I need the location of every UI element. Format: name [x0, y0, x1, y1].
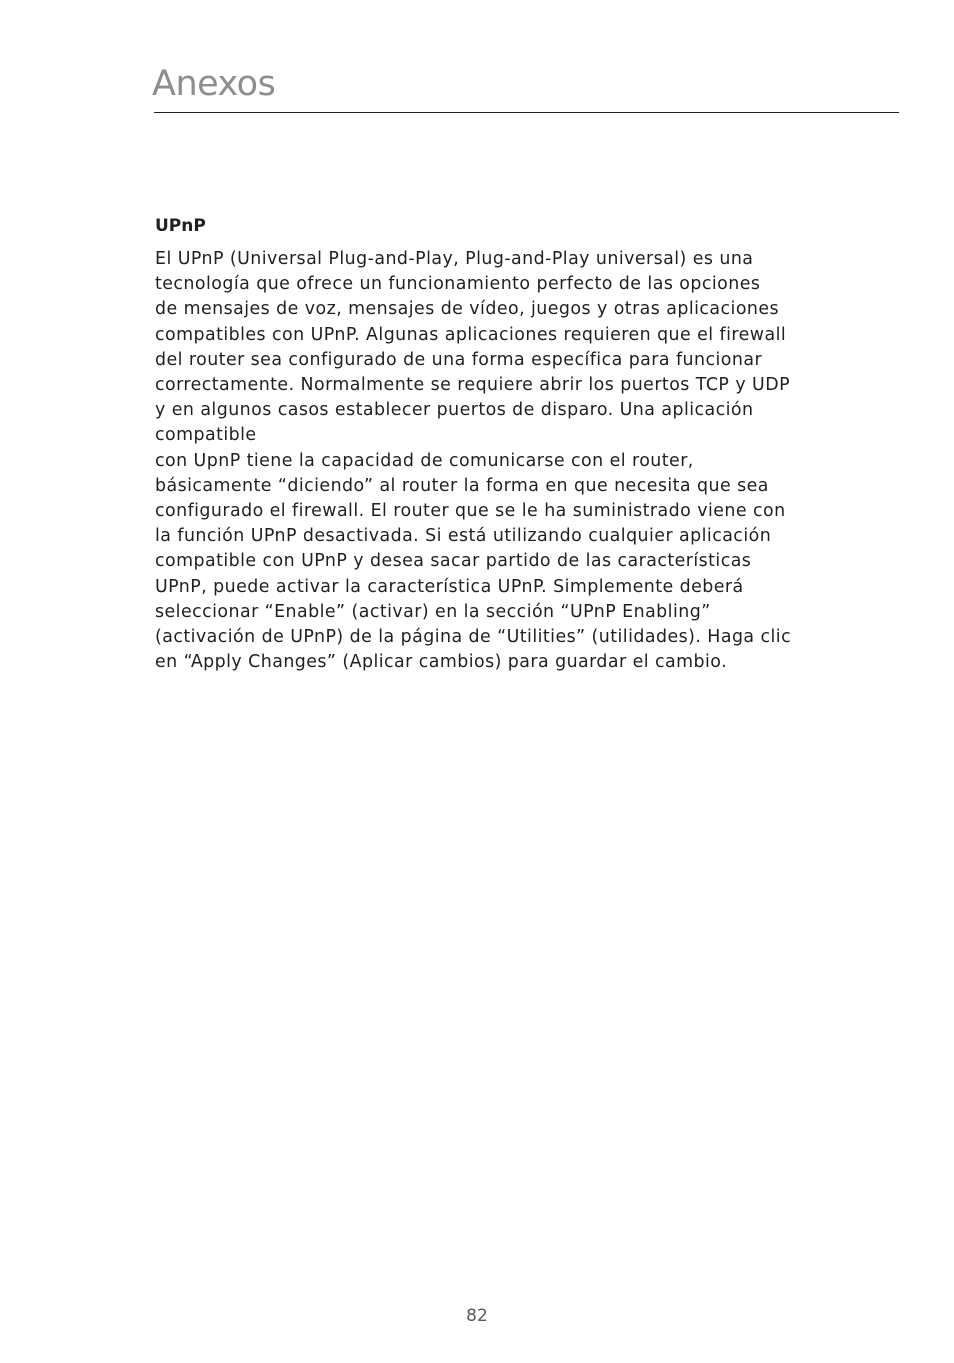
body-line: El UPnP (Universal Plug-and-Play, Plug-and-Play universal) es una [155, 249, 754, 269]
page-number: 82 [466, 1306, 488, 1326]
body-line: y en algunos casos establecer puertos de disparo. Una aplicación [155, 400, 754, 421]
section-body [155, 247, 875, 675]
body-line: del router sea configurado de una forma específica para funcionar [155, 349, 763, 370]
body-line: tecnología que ofrece un funcionamiento perfecto de las opciones [155, 274, 761, 295]
body-line: correctamente. Normalmente se requiere abrir los puertos TCP y UDP [155, 375, 791, 396]
body-line: con UpnP tiene la capacidad de comunicarse con el router, [155, 450, 694, 471]
body-line: seleccionar “Enable” (activar) en la sección “UPnP Enabling” [155, 601, 711, 622]
chapter-title: Anexos [152, 64, 276, 104]
body-line: configurado el firewall. El router que se le ha suministrado viene con [155, 501, 786, 522]
body-line: la función UPnP desactivada. Si está utilizando cualquier aplicación [155, 526, 772, 547]
body-line: compatible con UPnP y desea sacar partido de las características [155, 551, 752, 572]
section-heading: UPnP [155, 216, 206, 236]
body-line: UPnP, puede activar la característica UPnP. Simplemente deberá [155, 576, 744, 597]
header-divider [154, 112, 899, 113]
body-line: compatibles con UPnP. Algunas aplicaciones requieren que el firewall [155, 324, 787, 345]
body-line: (activación de UPnP) de la página de “Utilities” (utilidades). Haga clic [155, 627, 792, 648]
body-line: compatible [155, 425, 257, 446]
section-upnp [155, 214, 875, 675]
body-line: de mensajes de voz, mensajes de vídeo, juegos y otras aplicaciones [155, 299, 780, 320]
body-line: básicamente “diciendo” al router la forma en que necesita que sea [155, 475, 769, 496]
body-line: en “Apply Changes” (Aplicar cambios) para guardar el cambio. [155, 652, 728, 673]
